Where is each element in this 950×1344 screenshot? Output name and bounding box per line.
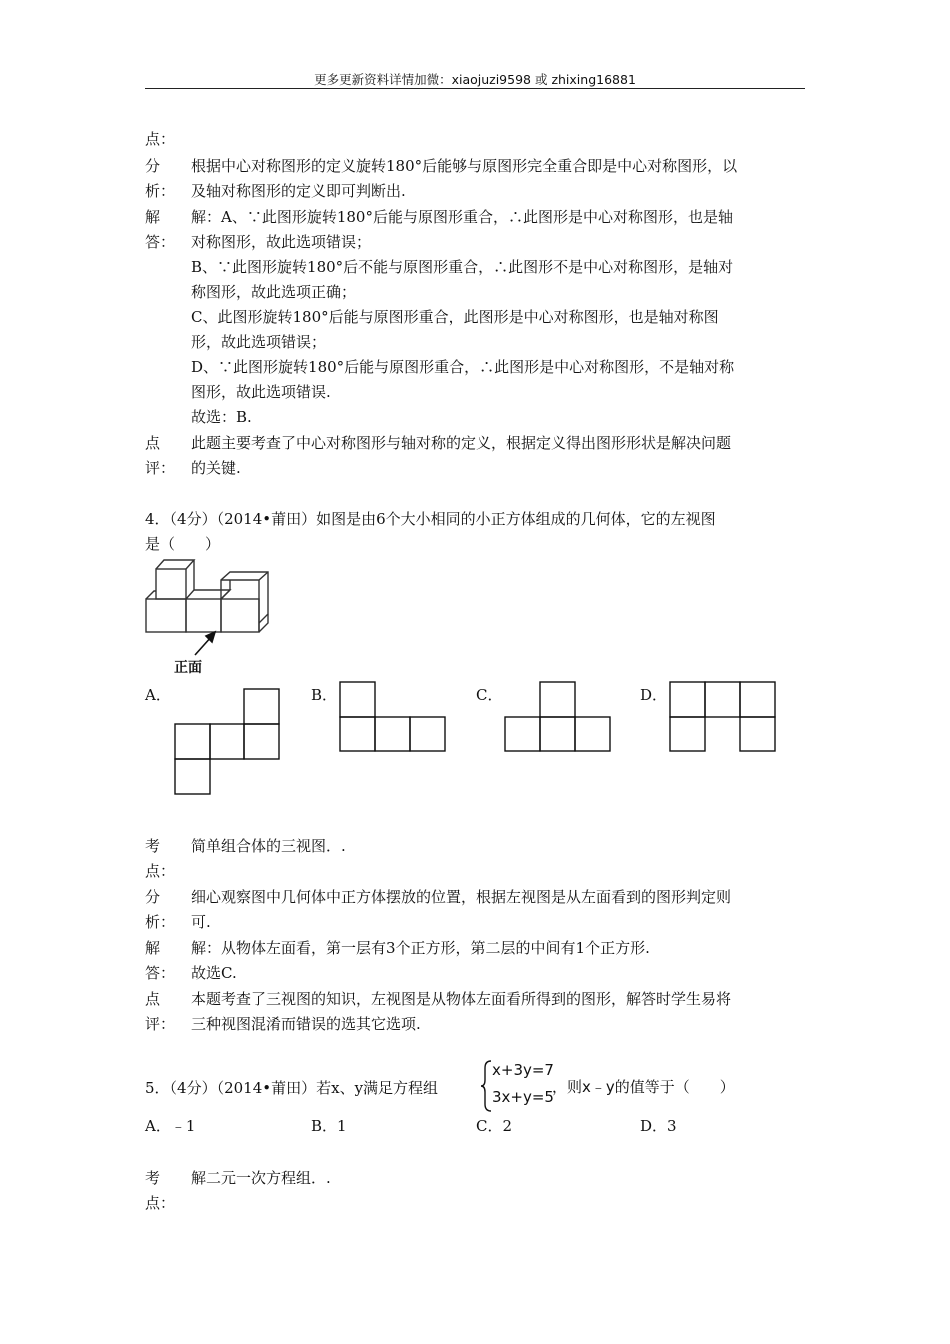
q5-brace (480, 1060, 492, 1112)
q3-fenxi-line1: 根据中心对称图形的定义旋转180°后能够与原图形完全重合即是中心对称图形，以 (191, 157, 738, 175)
q3-jieda-label-1: 解 (145, 208, 161, 226)
q4-fenxi-line1: 细心观察图中几何体中正方体摆放的位置，根据左视图是从左面看到的图形判定则 (191, 888, 732, 906)
q4-cube-figure (140, 556, 280, 681)
q5-option-b: B．1 (311, 1117, 347, 1135)
q4-option-d-label: D． (640, 686, 668, 704)
q3-jieda-line1: 解：A、∵此图形旋转180°后能与原图形重合，∴此图形是中心对称图形，也是轴 (191, 208, 733, 226)
q3-jieda-line8: 图形，故此选项错误. (191, 383, 331, 401)
q5-kaodian-label-1: 考 (145, 1169, 161, 1187)
q4-fenxi-label-1: 分 (145, 888, 161, 906)
q3-kaodian-label: 点： (145, 130, 176, 148)
q5-kaodian-label-2: 点： (145, 1194, 176, 1212)
q3-jieda-line2: 对称图形，故此选项错误； (191, 233, 372, 251)
q3-fenxi-label-2: 析： (145, 182, 176, 200)
q4-kaodian-text: 简单组合体的三视图．. (191, 837, 346, 855)
q4-fenxi-label-2: 析： (145, 913, 176, 931)
q4-option-a-label: A． (145, 686, 171, 704)
q3-jieda-line9: 故选：B. (191, 408, 252, 426)
q5-stem-prefix: 5．（4分）（2014•莆田）若x、y满足方程组 (145, 1079, 439, 1097)
q4-kaodian-label-1: 考 (145, 837, 161, 855)
q3-dianping-label-2: 评： (145, 459, 176, 477)
page-header: 更多更新资料详情加微：xiaojuzi9598 或 zhixing16881 (314, 72, 636, 87)
q4-option-b-figure (339, 681, 447, 753)
q3-jieda-line7: D、∵此图形旋转180°后能与原图形重合，∴此图形是中心对称图形，不是轴对称 (191, 358, 735, 376)
q4-jieda-line2: 故选C. (191, 964, 237, 982)
header-rule (145, 88, 805, 89)
q4-option-a-figure (174, 688, 282, 796)
q5-kaodian-text: 解二元一次方程组．. (191, 1169, 331, 1187)
q4-option-c-label: C． (476, 686, 503, 704)
q4-jieda-label-2: 答： (145, 964, 176, 982)
q3-fenxi-line2: 及轴对称图形的定义即可判断出. (191, 182, 406, 200)
q5-option-c: C．2 (476, 1117, 513, 1135)
q4-dianping-label-2: 评： (145, 1015, 176, 1033)
q4-stem-line1: 4．（4分）（2014•莆田）如图是由6个大小相同的小正方体组成的几何体，它的左视图 (145, 510, 716, 528)
q5-option-d: D．3 (640, 1117, 677, 1135)
q4-kaodian-label-2: 点： (145, 862, 176, 880)
q3-dianping-label-1: 点 (145, 434, 161, 452)
q5-stem-suffix: ，则x﹣y的值等于（ ） (552, 1078, 735, 1096)
q4-option-b-label: B． (311, 686, 338, 704)
q4-stem-line2: 是（ ） (145, 535, 221, 553)
q3-dianping-line1: 此题主要考查了中心对称图形与轴对称的定义，根据定义得出图形形状是解决问题 (191, 434, 732, 452)
q3-jieda-line3: B、∵此图形旋转180°后不能与原图形重合，∴此图形不是中心对称图形，是轴对 (191, 258, 734, 276)
q4-option-c-figure (504, 681, 612, 753)
q3-fenxi-label-1: 分 (145, 157, 161, 175)
q4-jieda-line1: 解：从物体左面看，第一层有3个正方形，第二层的中间有1个正方形. (191, 939, 650, 957)
q5-option-a: A．﹣1 (145, 1117, 196, 1135)
q5-equation-2: 3x+y=5 (492, 1088, 554, 1106)
q4-option-d-figure (669, 681, 777, 753)
q5-equation-1: x+3y=7 (492, 1061, 554, 1079)
q3-jieda-line5: C、此图形旋转180°后能与原图形重合，此图形是中心对称图形，也是轴对称图 (191, 308, 719, 326)
q4-dianping-line1: 本题考查了三视图的知识，左视图是从物体左面看所得到的图形，解答时学生易将 (191, 990, 732, 1008)
q3-jieda-line6: 形，故此选项错误； (191, 333, 327, 351)
q4-fenxi-line2: 可. (191, 913, 211, 931)
q3-jieda-line4: 称图形，故此选项正确； (191, 283, 357, 301)
q4-jieda-label-1: 解 (145, 939, 161, 957)
q3-dianping-line2: 的关键. (191, 459, 241, 477)
q4-dianping-line2: 三种视图混淆而错误的选其它选项. (191, 1015, 421, 1033)
q4-dianping-label-1: 点 (145, 990, 161, 1008)
q4-front-label: 正面 (174, 660, 202, 676)
q3-jieda-label-2: 答： (145, 233, 176, 251)
